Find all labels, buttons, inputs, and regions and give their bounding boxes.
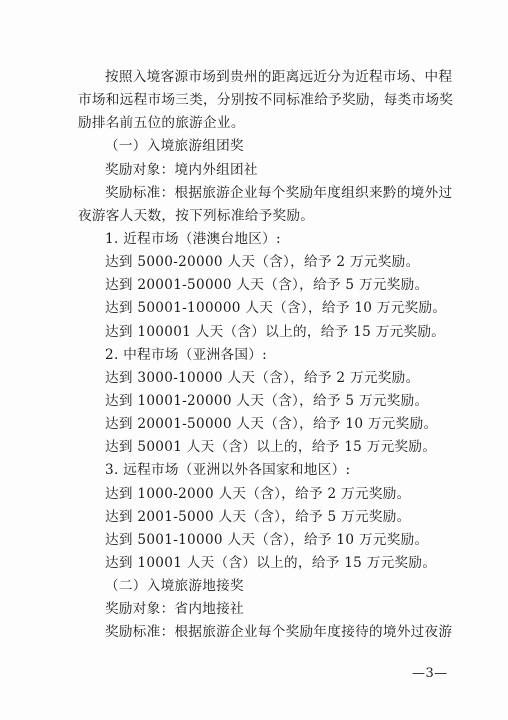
text-line: 2. 中程市场（亚洲各国）:	[105, 346, 268, 363]
text-line: 市场和远程市场三类，分别按不同标准给予奖励，每类市场奖	[78, 92, 454, 109]
text-line: 按照入境客源市场到贵州的距离远近分为近程市场、中程	[105, 69, 453, 85]
text-line: 达到 5000-20000 人天（含），给予 2 万元奖励。	[105, 254, 420, 271]
text-line: 达到 20001-50000 人天（含），给予 5 万元奖励。	[105, 277, 429, 294]
text-line: （二）入境旅游地接奖	[105, 578, 244, 595]
text-line: 励排名前五位的旅游企业。	[78, 115, 245, 132]
text-line: 达到 50001 人天（含）以上的，给予 15 万元奖励。	[105, 439, 437, 456]
text-line: 达到 10001 人天（含）以上的，给予 15 万元奖励。	[105, 554, 437, 571]
text-line: 达到 2001-5000 人天（含），给予 5 万元奖励。	[105, 508, 411, 525]
text-line: 达到 50001-100000 人天（含），给予 10 万元奖励。	[105, 300, 447, 317]
text-line: 奖励对象：省内地接社	[105, 601, 244, 618]
text-line: 达到 10001-20000 人天（含），给予 5 万元奖励。	[105, 392, 429, 409]
text-line: 夜游客人天数，按下列标准给予奖励。	[78, 207, 315, 224]
page-number: —3—	[412, 666, 448, 681]
text-line: （一）入境旅游组团奖	[105, 138, 244, 155]
text-line: 达到 3000-10000 人天（含），给予 2 万元奖励。	[105, 369, 420, 386]
text-line: 达到 5001-10000 人天（含），给予 10 万元奖励。	[105, 531, 429, 548]
text-line: 达到 100001 人天（含）以上的，给予 15 万元奖励。	[105, 323, 446, 340]
text-line: 达到 1000-2000 人天（含），给予 2 万元奖励。	[105, 485, 411, 502]
text-line: 奖励对象：境内外组团社	[105, 161, 258, 178]
text-line: 达到 20001-50000 人天（含），给予 10 万元奖励。	[105, 416, 438, 433]
text-line: 奖励标准：根据旅游企业每个奖励年度组织来黔的境外过	[105, 184, 453, 201]
document-body	[78, 66, 458, 645]
text-line: 3. 远程市场（亚洲以外各国家和地区）:	[105, 462, 351, 479]
text-line: 奖励标准：根据旅游企业每个奖励年度接待的境外过夜游	[105, 624, 453, 641]
text-line: 1. 近程市场（港澳台地区）:	[105, 230, 281, 247]
